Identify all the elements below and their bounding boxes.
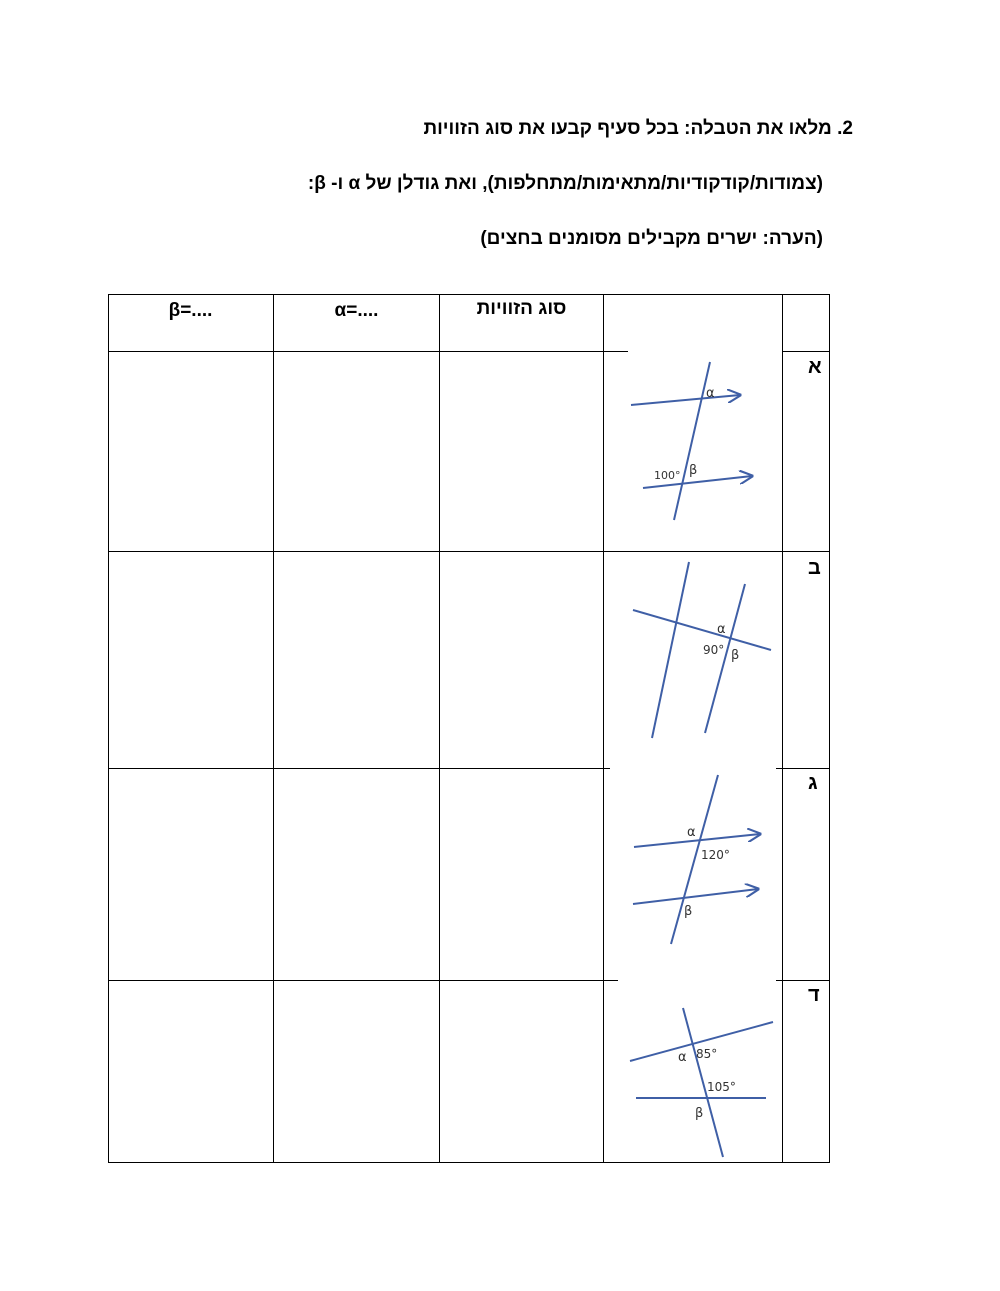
table-row-divider-letter — [776, 980, 830, 981]
angle-label-given: 85° — [696, 1047, 718, 1061]
question-heading — [423, 118, 853, 140]
table-border-left — [108, 294, 109, 1163]
angle-label-given-2: 105° — [707, 1080, 736, 1094]
angle-label-alpha: α — [687, 825, 696, 840]
row-letter-c: ג — [808, 772, 818, 794]
question-number: 2. — [837, 118, 853, 139]
table-col-divider — [439, 294, 440, 1163]
table-row-divider — [108, 980, 618, 981]
angle-label-alpha: α — [706, 386, 715, 401]
parallel-line-arrow — [631, 395, 740, 405]
header-beta: β=.... — [168, 300, 213, 321]
transversal-line — [633, 610, 771, 650]
diagram-d — [628, 1002, 778, 1162]
angle-label-alpha: α — [678, 1050, 687, 1065]
table-header-divider-letter — [783, 351, 830, 352]
angle-label-alpha: α — [717, 622, 726, 637]
question-note: (הערה: ישרים מקבילים מסומנים בחצים) — [480, 228, 823, 249]
parallel-line-arrow — [633, 889, 758, 904]
table-row-divider — [108, 768, 610, 769]
angle-label-beta: β — [684, 904, 693, 919]
angle-label-given: 90° — [703, 643, 725, 657]
angle-label-given: 120° — [701, 848, 730, 862]
worksheet-table — [108, 294, 830, 1163]
row-letter-d: ד — [808, 984, 820, 1006]
angle-label-beta: β — [731, 648, 740, 663]
diagram-c — [628, 772, 778, 952]
angle-label-beta: β — [695, 1106, 704, 1121]
table-header-divider — [108, 351, 628, 352]
row-letter-a: א — [808, 356, 822, 378]
angle-label-given: 100° — [654, 469, 681, 482]
diagram-b — [628, 556, 778, 741]
parallel-line-arrow — [634, 834, 760, 847]
table-border-bottom — [108, 1162, 830, 1163]
angle-label-beta: β — [689, 463, 698, 478]
table-col-divider — [273, 294, 274, 1163]
question-subtext: (צמודות/קודקודיות/מתאימות/מתחלפות), ואת גודלן של α ו- β: — [307, 173, 823, 194]
header-angle-type: סוג הזוויות — [476, 298, 567, 319]
table-border-top — [108, 294, 830, 295]
question-text: מלאו את הטבלה: בכל סעיף קבעו את סוג הזוויות — [423, 118, 832, 139]
table-row-divider-letter — [776, 768, 830, 769]
diagram-a — [628, 354, 768, 529]
header-alpha: α=.... — [334, 300, 379, 321]
table-col-divider — [782, 294, 783, 1163]
table-col-divider — [603, 294, 604, 1163]
table-border-right — [829, 294, 830, 1163]
transversal-line — [674, 362, 710, 520]
parallel-line — [652, 562, 689, 738]
row-letter-b: ב — [808, 557, 821, 579]
table-row-divider — [108, 551, 830, 552]
